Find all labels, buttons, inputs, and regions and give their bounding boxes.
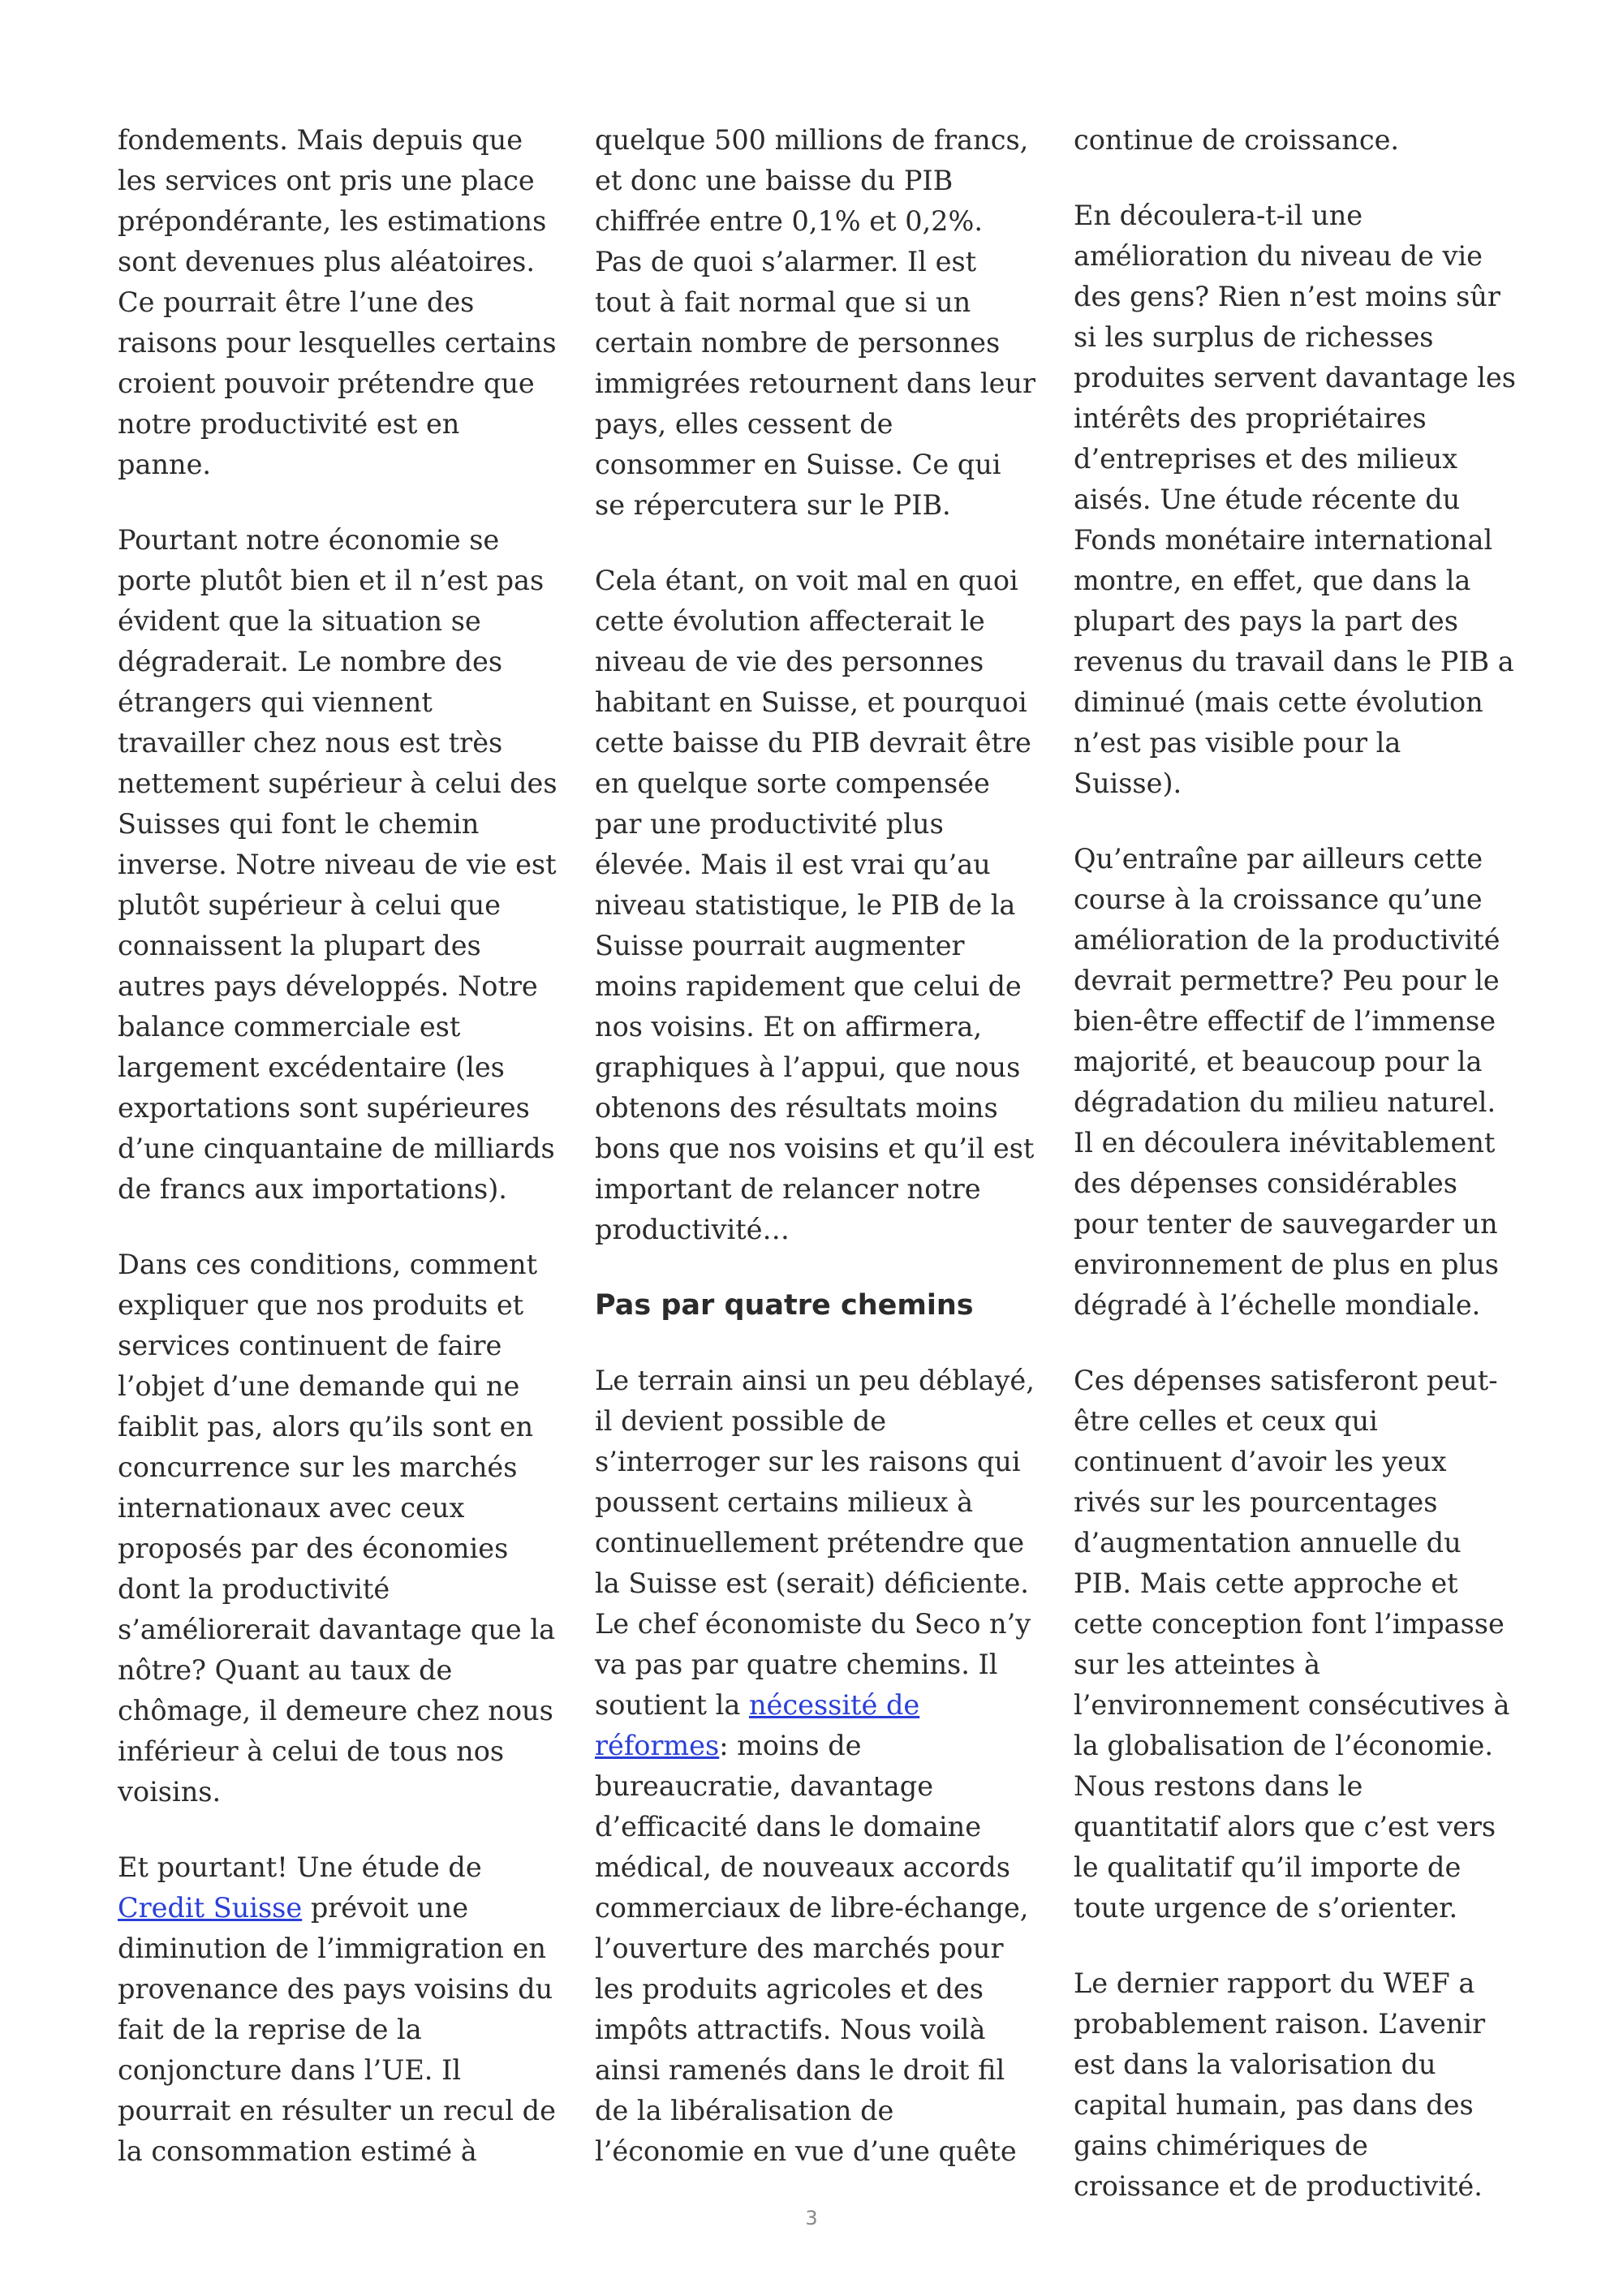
credit-suisse-link[interactable]: Credit Suisse [118, 1892, 303, 1924]
paragraph: continue de croissance. [1074, 124, 1400, 156]
paragraph-text: Et pourtant! Une étude de [118, 1851, 482, 1883]
paragraph-text: prévoit une diminution de l’immigration en provenance des pays voisins du fait de la reprise de la conjoncture dans l’UE. Il pourrait en résulter un recul de la consommation estimé à [118, 1892, 556, 2167]
paragraph: Le dernier rapport du WEF a probablement raison. L’avenir est dans la valorisation du capital humain, pas dans des gains chimériques de croissance et de productivité. [1074, 1967, 1486, 2202]
section-heading: Pas par quatre chemins [595, 1289, 974, 1322]
paragraph: En découlera-t-il une amélioration du niveau de vie des gens? Rien n’est moins sûr si les surplus de richesses produites servent davantage les intérêts des propriétaires d’entreprises et des milieux aisés. Une étude récente du Fonds monétaire international montre, en effet, que dans la plupart des pays la part des revenus du travail dans le PIB a diminué (mais cette évolution n’est pas visible pour la Suisse). [1074, 200, 1516, 799]
paragraph: Dans ces conditions, comment expliquer que nos produits et services continuent de faire l’objet d’une demande qui ne faiblit pas, alors qu’ils sont en concurrence sur les marchés internationaux avec ceux proposés par des économies dont la productivité s’améliorerait davantage que la nôtre? Quant au taux de chômage, il demeure chez nous inférieur à celui de tous nos voisins. [118, 1249, 556, 1808]
paragraph: Pourtant notre économie se porte plutôt bien et il n’est pas évident que la situation se dégraderait. Le nombre des étrangers qui viennent travailler chez nous est très nettement supérieur à celui des Suisses qui font le chemin inverse. Notre niveau de vie est plutôt supérieur à celui que connaissent la plupart des autres pays développés. Notre balance commerciale est largement excédentaire (les exportations sont supérieures d’une cinquantaine de milliards de francs aux importations). [118, 524, 558, 1205]
paragraph-with-link [118, 1847, 560, 2172]
paragraph-text: : moins de bureaucratie, davantage d’efficacité dans le domaine médical, de nouveaux accords commerciaux de libre-échange, l’ouverture des marchés pour les produits agricoles et des impôts attractifs. Nous voilà ainsi ramenés dans le droit fil de la libéralisation de l’économie en vue d’une quête [595, 1730, 1029, 2167]
reformes-link[interactable]: nécessité de réformes [595, 1689, 920, 1761]
text-column-2 [595, 120, 1037, 2207]
text-column-3 [1074, 120, 1516, 2242]
paragraph: Cela étant, on voit mal en quoi cette évolution affecterait le niveau de vie des personnes habitant en Suisse, et pourquoi cette baisse du PIB devrait être en quelque sorte compensée par une productivité plus élevée. Mais il est vrai qu’au niveau statistique, le PIB de la Suisse pourrait augmenter moins rapidement que celui de nos voisins. Et on affirmera, graphiques à l’appui, que nous obtenons des résultats moins bons que nos voisins et qu’il est important de relancer notre productivité… [595, 565, 1035, 1245]
paragraph-text: Le terrain ainsi un peu déblayé, il devient possible de s’interroger sur les raisons qui poussent certains milieux à continuellement prétendre que la Suisse est (serait) déficiente. Le chef économiste du Seco n’y va pas par quatre chemins. Il soutient la [595, 1365, 1035, 1721]
paragraph: Ces dépenses satisferont peut-être celles et ceux qui continuent d’avoir les yeux rivés sur les pourcentages d’augmentation annuelle du PIB. Mais cette approche et cette conception font l’impasse sur les atteintes à l’environnement consécutives à la globalisation de l’économie. Nous restons dans le quantitatif alors que c’est vers le qualitatif qu’il importe de toute urgence de s’orienter. [1074, 1365, 1510, 1924]
paragraph: Qu’entraîne par ailleurs cette course à la croissance qu’une amélioration de la productivité devrait permettre? Peu pour le bien-être effectif de l’immense majorité, et beaucoup pour la dégradation du milieu naturel. Il en découlera inévitablement des dépenses considérables pour tenter de sauvegarder un environnement de plus en plus dégradé à l’échelle mondiale. [1074, 843, 1500, 1321]
paragraph: quelque 500 millions de francs, et donc une baisse du PIB chiffrée entre 0,1% et 0,2%. Pas de quoi s’alarmer. Il est tout à fait normal que si un certain nombre de personnes immigrées retournent dans leur pays, elles cessent de consommer en Suisse. Ce qui se répercutera sur le PIB. [595, 124, 1036, 521]
text-column-1 [118, 120, 560, 2207]
page-number: 3 [805, 2207, 818, 2229]
paragraph-with-link [595, 1361, 1037, 2172]
paragraph: fondements. Mais depuis que les services ont pris une place prépondérante, les estimations sont devenues plus aléatoires. Ce pourrait être l’une des raisons pour lesquelles certains croient pouvoir prétendre que notre productivité est en panne. [118, 124, 557, 480]
